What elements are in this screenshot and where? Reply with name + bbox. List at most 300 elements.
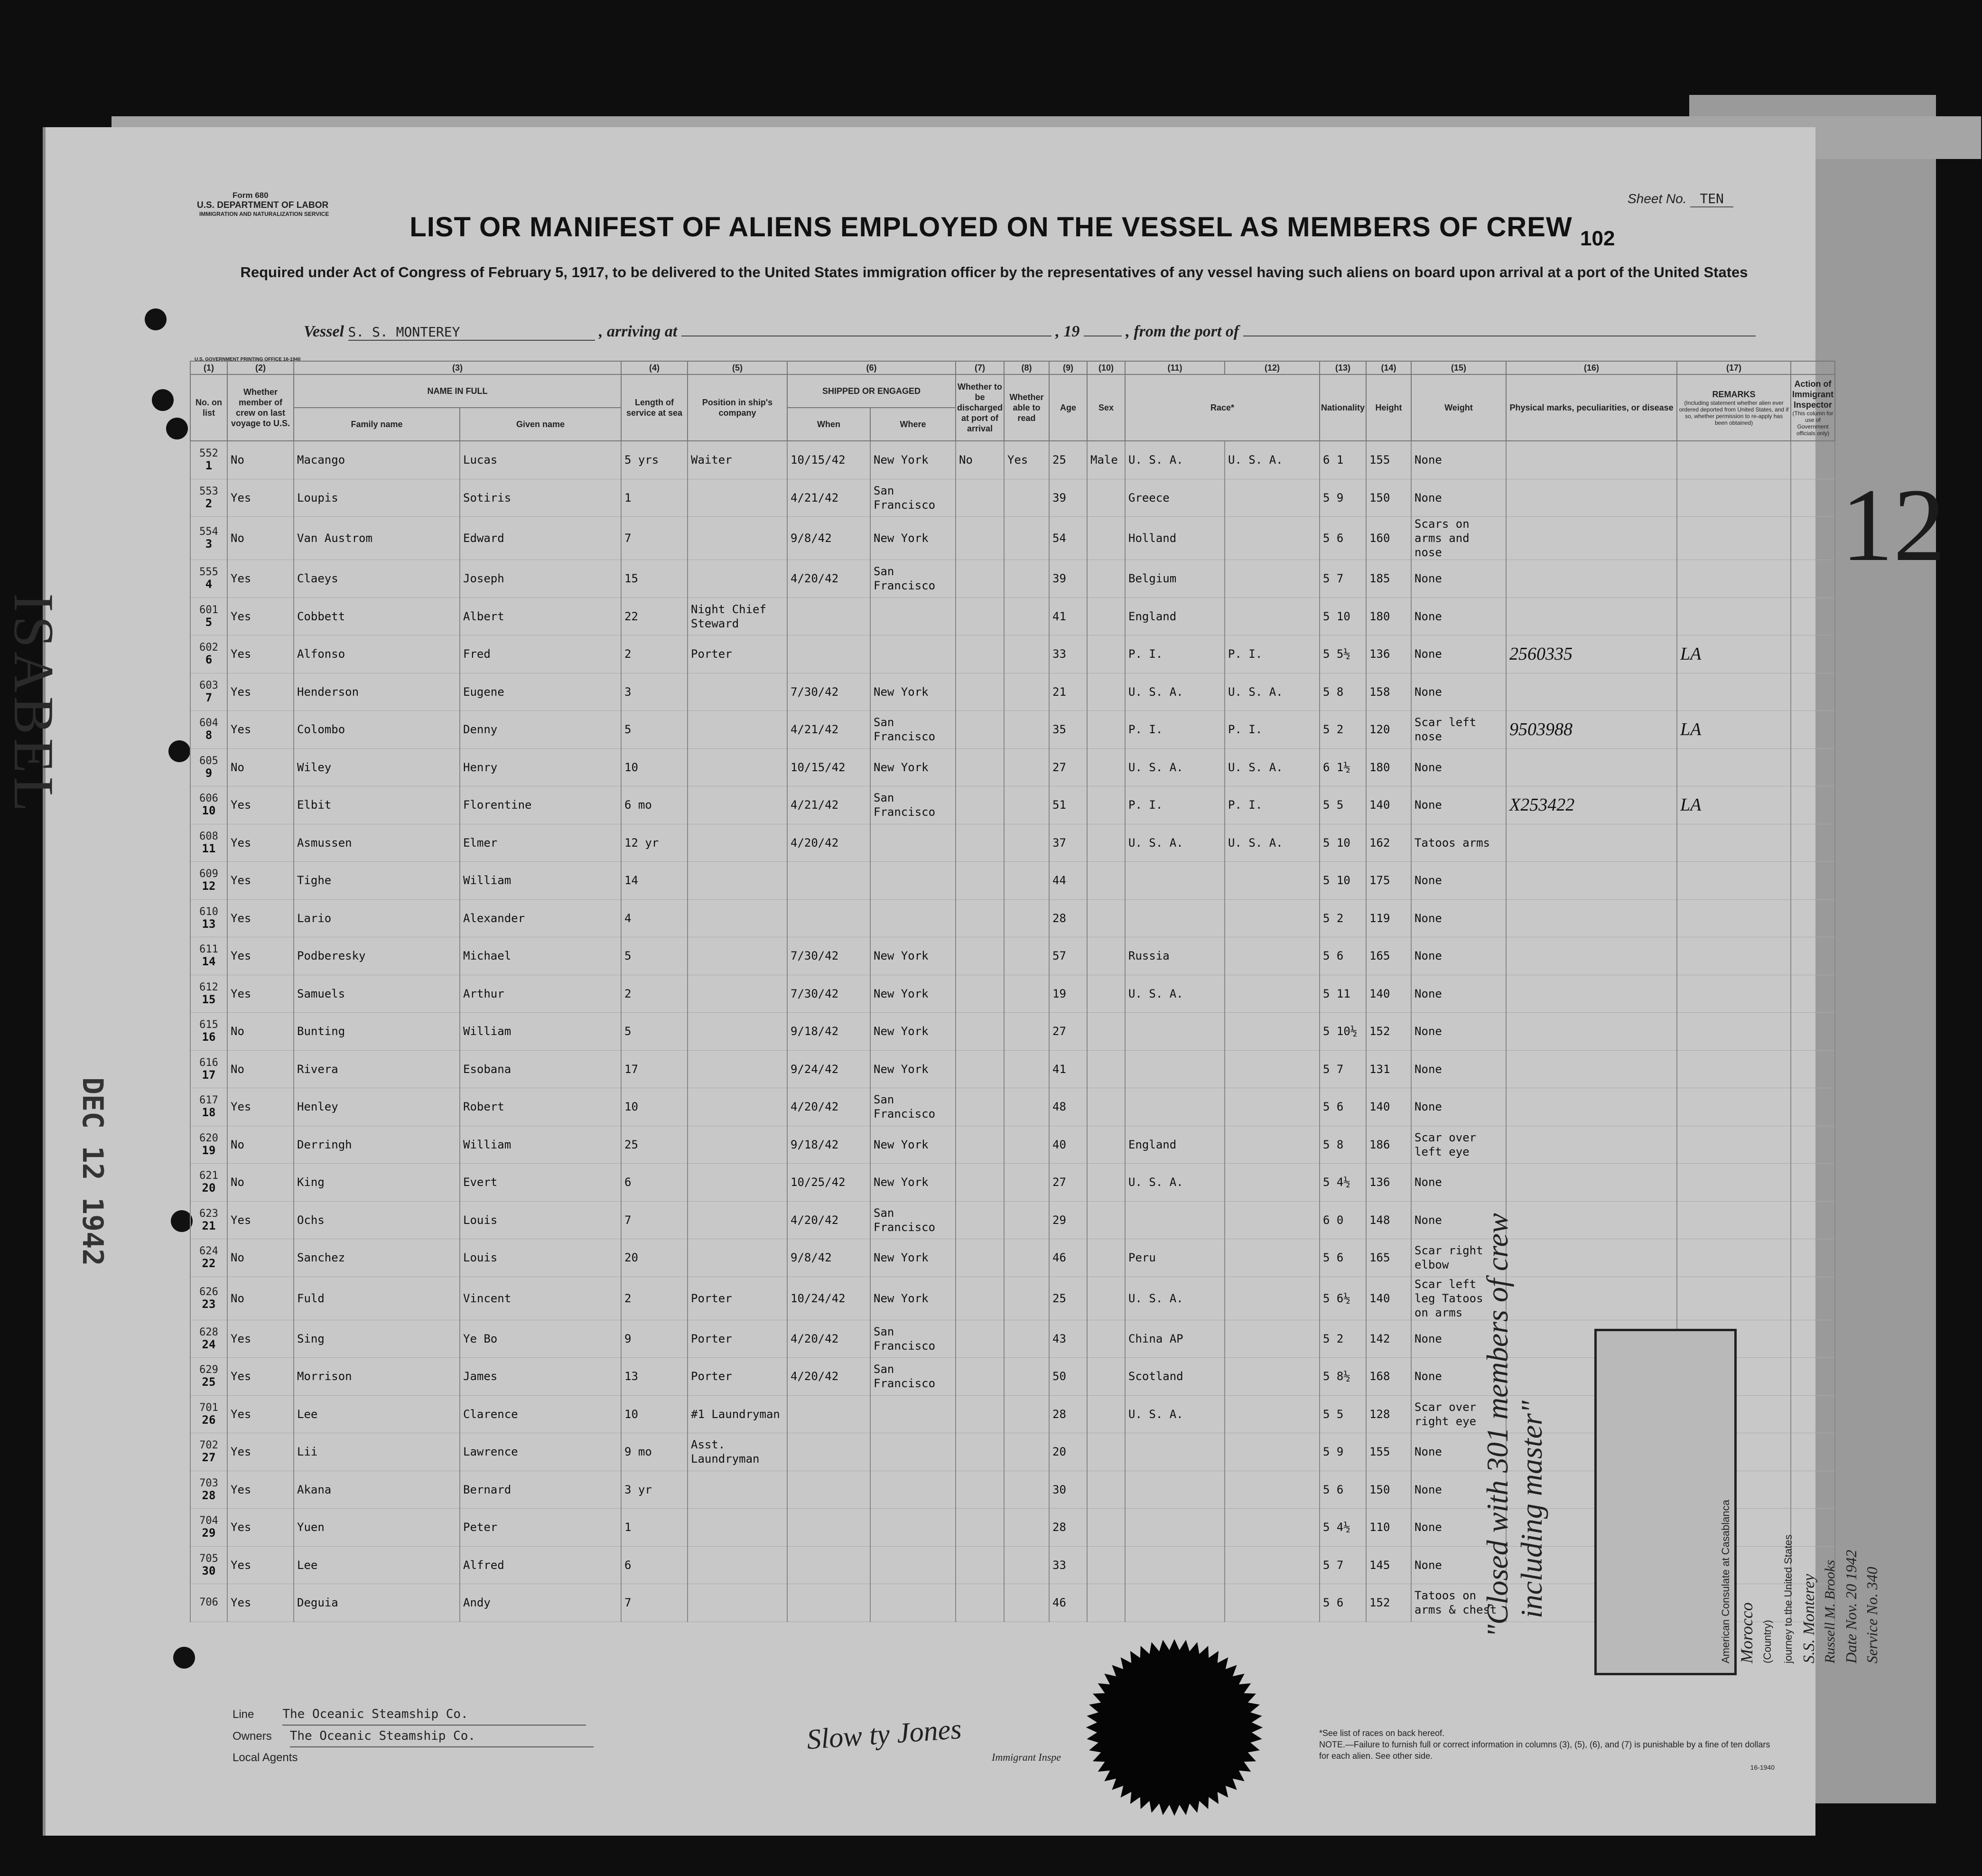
crew-when	[787, 635, 870, 673]
crew-spare	[1791, 824, 1835, 862]
crew-nationality	[1225, 862, 1320, 900]
crew-list-number: 4	[205, 578, 213, 591]
col-num: (1)	[190, 361, 227, 374]
crew-race: P. I.	[1125, 711, 1225, 749]
crew-sex	[1087, 1320, 1125, 1358]
crew-marks: None	[1411, 786, 1506, 824]
crew-sex: Male	[1087, 441, 1125, 479]
crew-family-name: Cobbett	[294, 597, 460, 635]
crew-height: 5 8½	[1320, 1358, 1366, 1396]
crew-position	[688, 748, 787, 786]
crew-remarks: 9503988	[1506, 711, 1677, 749]
stamp-date: Date Nov. 20 1942	[1842, 1549, 1860, 1663]
right-margin-mark: 12	[1841, 467, 1945, 583]
crew-discharge	[956, 517, 1004, 560]
crew-given-name: Henry	[460, 748, 621, 786]
crew-previous-voyage: Yes	[227, 1358, 294, 1396]
side-stamp: ISABEL	[2, 593, 65, 815]
crew-discharge	[956, 1433, 1004, 1471]
crew-when	[787, 1471, 870, 1509]
crew-old-number: 602	[199, 642, 218, 654]
crew-previous-voyage: Yes	[227, 1584, 294, 1622]
crew-when: 10/24/42	[787, 1277, 870, 1320]
crew-position	[688, 1546, 787, 1584]
crew-remarks	[1506, 1050, 1677, 1088]
crew-position	[688, 824, 787, 862]
crew-no	[190, 673, 227, 711]
crew-old-number: 617	[199, 1094, 218, 1107]
crew-discharge	[956, 1509, 1004, 1547]
crew-discharge	[956, 560, 1004, 598]
crew-action	[1677, 899, 1791, 937]
crew-sex	[1087, 1471, 1125, 1509]
crew-list-number: 20	[202, 1181, 216, 1195]
stamped-page-number: 102	[1580, 227, 1615, 250]
crew-position: Night Chief Steward	[688, 597, 787, 635]
crew-given-name: Bernard	[460, 1471, 621, 1509]
crew-position	[688, 1088, 787, 1126]
col-num: (8)	[1004, 361, 1049, 374]
vessel-label: Vessel	[304, 323, 344, 340]
crew-previous-voyage: Yes	[227, 824, 294, 862]
crew-list-number: 18	[202, 1106, 216, 1120]
crew-position	[688, 1050, 787, 1088]
table-row	[190, 1509, 1835, 1547]
closing-note	[1480, 1213, 1549, 1637]
footer-agents	[233, 1747, 594, 1768]
crew-discharge	[956, 711, 1004, 749]
crew-family-name: King	[294, 1164, 460, 1202]
crew-remarks	[1506, 673, 1677, 711]
crew-height: 5 7	[1320, 1050, 1366, 1088]
crew-spare	[1791, 937, 1835, 975]
crew-previous-voyage: Yes	[227, 899, 294, 937]
crew-where: San Francisco	[870, 711, 956, 749]
crew-previous-voyage: No	[227, 517, 294, 560]
crew-nationality: P. I.	[1225, 635, 1320, 673]
crew-weight: 180	[1366, 597, 1411, 635]
crew-when: 9/8/42	[787, 517, 870, 560]
crew-read	[1004, 711, 1049, 749]
crew-service: 3	[621, 673, 688, 711]
crew-sex	[1087, 937, 1125, 975]
crew-discharge	[956, 479, 1004, 517]
table-row	[190, 1471, 1835, 1509]
crew-marks: Tatoos arms	[1411, 824, 1506, 862]
owners-label: Owners	[233, 1730, 272, 1743]
crew-no	[190, 899, 227, 937]
crew-read	[1004, 597, 1049, 635]
crew-given-name: Lucas	[460, 441, 621, 479]
crew-sex	[1087, 786, 1125, 824]
crew-family-name: Derringh	[294, 1126, 460, 1164]
header-able-to-read: Whether able to read	[1004, 374, 1049, 441]
crew-old-number: 628	[199, 1326, 218, 1338]
crew-old-number: 609	[199, 868, 218, 880]
crew-position	[688, 1126, 787, 1164]
col-num: (6)	[787, 361, 956, 374]
crew-discharge	[956, 824, 1004, 862]
crew-race	[1125, 1509, 1225, 1547]
crew-previous-voyage: Yes	[227, 673, 294, 711]
crew-height: 5 6	[1320, 1471, 1366, 1509]
crew-where: San Francisco	[870, 786, 956, 824]
crew-position: Asst. Laundryman	[688, 1433, 787, 1471]
crew-list-number: 17	[202, 1068, 216, 1082]
crew-sex	[1087, 673, 1125, 711]
crew-where: San Francisco	[870, 1088, 956, 1126]
crew-no	[190, 1471, 227, 1509]
crew-height: 5 2	[1320, 899, 1366, 937]
crew-given-name: William	[460, 862, 621, 900]
crew-age: 40	[1049, 1126, 1087, 1164]
crew-age: 25	[1049, 1277, 1087, 1320]
crew-nationality: P. I.	[1225, 711, 1320, 749]
crew-height: 5 8	[1320, 673, 1366, 711]
crew-spare	[1791, 899, 1835, 937]
crew-where	[870, 1433, 956, 1471]
crew-race: U. S. A.	[1125, 1395, 1225, 1433]
crew-nationality	[1225, 1509, 1320, 1547]
crew-spare	[1791, 748, 1835, 786]
crew-sex	[1087, 1013, 1125, 1051]
crew-weight: 162	[1366, 824, 1411, 862]
crew-list-number: 14	[202, 955, 216, 969]
crew-spare	[1791, 1126, 1835, 1164]
crew-when: 10/25/42	[787, 1164, 870, 1202]
crew-sex	[1087, 1164, 1125, 1202]
crew-discharge	[956, 635, 1004, 673]
action-title: Action of Immigrant Inspector	[1792, 379, 1834, 410]
crew-no	[190, 635, 227, 673]
crew-discharge	[956, 1088, 1004, 1126]
crew-nationality: U. S. A.	[1225, 824, 1320, 862]
arriving-label: , arriving at	[599, 323, 678, 340]
crew-action	[1677, 824, 1791, 862]
header-physical-marks: Physical marks, peculiarities, or disease	[1506, 374, 1677, 441]
crew-age: 46	[1049, 1239, 1087, 1277]
crew-height: 5 10½	[1320, 1013, 1366, 1051]
crew-when: 7/30/42	[787, 937, 870, 975]
country-line: Morocco	[1737, 1602, 1756, 1663]
crew-remarks	[1506, 517, 1677, 560]
crew-marks: None	[1411, 1433, 1506, 1471]
crew-height: 5 11	[1320, 975, 1366, 1013]
crew-position	[688, 1201, 787, 1239]
crew-family-name: Bunting	[294, 1013, 460, 1051]
crew-action	[1677, 441, 1791, 479]
crew-previous-voyage: No	[227, 441, 294, 479]
crew-previous-voyage: Yes	[227, 1546, 294, 1584]
crew-family-name: Lee	[294, 1395, 460, 1433]
crew-read	[1004, 1471, 1049, 1509]
crew-age: 37	[1049, 824, 1087, 862]
page-title: LIST OR MANIFEST OF ALIENS EMPLOYED ON THE VESSEL AS MEMBERS OF CREW	[409, 212, 1573, 243]
crew-when	[787, 1509, 870, 1547]
crew-when: 4/20/42	[787, 1088, 870, 1126]
crew-age: 35	[1049, 711, 1087, 749]
crew-where	[870, 1509, 956, 1547]
crew-remarks: X253422	[1506, 786, 1677, 824]
crew-previous-voyage: No	[227, 1277, 294, 1320]
crew-where	[870, 824, 956, 862]
crew-service: 5	[621, 711, 688, 749]
crew-remarks	[1506, 560, 1677, 598]
crew-height: 5 6	[1320, 1239, 1366, 1277]
crew-read	[1004, 1584, 1049, 1622]
crew-list-number: 2	[205, 496, 213, 510]
crew-action	[1677, 517, 1791, 560]
crew-weight: 152	[1366, 1013, 1411, 1051]
crew-family-name: Henley	[294, 1088, 460, 1126]
crew-spare	[1791, 786, 1835, 824]
crew-old-number: 610	[199, 905, 218, 918]
crew-where: San Francisco	[870, 1201, 956, 1239]
crew-weight: 165	[1366, 1239, 1411, 1277]
crew-no	[190, 1320, 227, 1358]
crew-old-number: 555	[199, 566, 218, 579]
crew-race: Greece	[1125, 479, 1225, 517]
crew-position	[688, 517, 787, 560]
crew-race: Peru	[1125, 1239, 1225, 1277]
crew-read	[1004, 937, 1049, 975]
crew-family-name: Asmussen	[294, 824, 460, 862]
crew-nationality	[1225, 1201, 1320, 1239]
crew-nationality	[1225, 479, 1320, 517]
crew-position: Porter	[688, 1358, 787, 1396]
crew-age: 46	[1049, 1584, 1087, 1622]
crew-height: 5 8	[1320, 1126, 1366, 1164]
crew-height: 5 6	[1320, 937, 1366, 975]
crew-race: U. S. A.	[1125, 673, 1225, 711]
crew-position	[688, 1013, 787, 1051]
vessel-line	[304, 323, 1756, 341]
crew-position	[688, 1509, 787, 1547]
crew-height: 6 0	[1320, 1201, 1366, 1239]
crew-read	[1004, 786, 1049, 824]
crew-height: 5 4½	[1320, 1164, 1366, 1202]
crew-marks: None	[1411, 597, 1506, 635]
crew-previous-voyage: No	[227, 1050, 294, 1088]
crew-no	[190, 1277, 227, 1320]
crew-previous-voyage: Yes	[227, 711, 294, 749]
crew-family-name: Sing	[294, 1320, 460, 1358]
crew-spare	[1791, 517, 1835, 560]
crew-where	[870, 1471, 956, 1509]
subtitle: Required under Act of Congress of February 5, 1917, to be delivered to the United States immigration officer by the representatives of any vessel having such aliens on board upon arrival at a port of the United States	[240, 264, 1748, 280]
crew-discharge	[956, 937, 1004, 975]
crew-weight: 136	[1366, 635, 1411, 673]
crew-family-name: Loupis	[294, 479, 460, 517]
crew-where: New York	[870, 517, 956, 560]
crew-read	[1004, 517, 1049, 560]
crew-position	[688, 862, 787, 900]
crew-where: New York	[870, 673, 956, 711]
header-sex: Sex	[1087, 374, 1125, 441]
crew-sex	[1087, 1584, 1125, 1622]
crew-marks: None	[1411, 899, 1506, 937]
crew-action	[1677, 748, 1791, 786]
crew-weight: 119	[1366, 899, 1411, 937]
crew-previous-voyage: Yes	[227, 975, 294, 1013]
crew-sex	[1087, 560, 1125, 598]
crew-where	[870, 862, 956, 900]
crew-where: New York	[870, 1164, 956, 1202]
crew-discharge	[956, 1050, 1004, 1088]
crew-read	[1004, 1277, 1049, 1320]
header-shipped-engaged: SHIPPED OR ENGAGED	[787, 374, 956, 408]
crew-race: P. I.	[1125, 635, 1225, 673]
crew-service: 10	[621, 1395, 688, 1433]
crew-sex	[1087, 1395, 1125, 1433]
crew-service: 22	[621, 597, 688, 635]
sheet-number	[1628, 191, 1733, 206]
header-age: Age	[1049, 374, 1087, 441]
crew-race: U. S. A.	[1125, 1164, 1225, 1202]
crew-nationality	[1225, 1471, 1320, 1509]
crew-spare	[1791, 673, 1835, 711]
crew-action	[1677, 673, 1791, 711]
crew-discharge	[956, 1395, 1004, 1433]
crew-nationality	[1225, 1164, 1320, 1202]
crew-given-name: Ye Bo	[460, 1320, 621, 1358]
crew-service: 1	[621, 479, 688, 517]
crew-where: New York	[870, 975, 956, 1013]
crew-when: 7/30/42	[787, 975, 870, 1013]
agents-label: Local Agents	[233, 1751, 298, 1764]
crew-family-name: Macango	[294, 441, 460, 479]
crew-given-name: Peter	[460, 1509, 621, 1547]
crew-height: 5 6	[1320, 517, 1366, 560]
crew-sex	[1087, 1088, 1125, 1126]
crew-height: 6 1	[1320, 441, 1366, 479]
crew-old-number: 701	[199, 1401, 218, 1414]
col-num: (7)	[956, 361, 1004, 374]
crew-table	[190, 361, 1835, 1622]
crew-height: 5 6½	[1320, 1277, 1366, 1320]
crew-service: 7	[621, 1584, 688, 1622]
crew-no	[190, 1433, 227, 1471]
crew-marks: None	[1411, 1050, 1506, 1088]
crew-given-name: Fred	[460, 635, 621, 673]
header-family-name: Family name	[294, 408, 460, 441]
binder-hole	[173, 1647, 195, 1669]
crew-read	[1004, 1050, 1049, 1088]
crew-previous-voyage: Yes	[227, 1320, 294, 1358]
crew-weight: 175	[1366, 862, 1411, 900]
crew-no	[190, 1584, 227, 1622]
crew-service: 4	[621, 899, 688, 937]
header-position: Position in ship's company	[688, 374, 787, 441]
crew-age: 48	[1049, 1088, 1087, 1126]
crew-height: 5 2	[1320, 711, 1366, 749]
col-num: (17)	[1677, 361, 1791, 374]
crew-family-name: Ochs	[294, 1201, 460, 1239]
crew-remarks	[1506, 748, 1677, 786]
crew-family-name: Colombo	[294, 711, 460, 749]
crew-age: 19	[1049, 975, 1087, 1013]
crew-discharge	[956, 1584, 1004, 1622]
crew-old-number: 604	[199, 717, 218, 729]
crew-sex	[1087, 479, 1125, 517]
table-row	[190, 673, 1835, 711]
crew-given-name: Robert	[460, 1088, 621, 1126]
seal-starburst	[1086, 1639, 1263, 1816]
crew-old-number: 601	[199, 604, 218, 616]
table-row	[190, 1013, 1835, 1051]
crew-no	[190, 1546, 227, 1584]
crew-family-name: Deguia	[294, 1584, 460, 1622]
crew-spare	[1791, 1277, 1835, 1320]
crew-position: #1 Laundryman	[688, 1395, 787, 1433]
crew-old-number: 603	[199, 679, 218, 691]
crew-family-name: Wiley	[294, 748, 460, 786]
line-value: The Oceanic Steamship Co.	[282, 1704, 586, 1726]
crew-discharge	[956, 1546, 1004, 1584]
printing-office: U.S. GOVERNMENT PRINTING OFFICE 16-1940	[195, 357, 301, 362]
crew-action	[1677, 479, 1791, 517]
closing-note-line2: including master"	[1515, 1400, 1548, 1618]
crew-when: 10/15/42	[787, 748, 870, 786]
crew-action	[1677, 1277, 1791, 1320]
crew-nationality: P. I.	[1225, 786, 1320, 824]
crew-when	[787, 1546, 870, 1584]
crew-spare	[1791, 1013, 1835, 1051]
crew-read	[1004, 1164, 1049, 1202]
crew-height: 5 6	[1320, 1088, 1366, 1126]
crew-previous-voyage: No	[227, 748, 294, 786]
crew-when: 4/20/42	[787, 1320, 870, 1358]
crew-given-name: William	[460, 1013, 621, 1051]
crew-service: 7	[621, 1201, 688, 1239]
crew-list-number: 11	[202, 841, 216, 855]
crew-height: 5 4½	[1320, 1509, 1366, 1547]
header-remarks	[1677, 374, 1791, 441]
table-row	[190, 479, 1835, 517]
inspector-label: Immigrant Inspe	[992, 1751, 1061, 1763]
crew-when	[787, 1395, 870, 1433]
crew-age: 41	[1049, 597, 1087, 635]
table-row	[190, 748, 1835, 786]
crew-height: 5 7	[1320, 560, 1366, 598]
crew-nationality	[1225, 560, 1320, 598]
crew-age: 41	[1049, 1050, 1087, 1088]
crew-race	[1125, 1471, 1225, 1509]
crew-spare	[1791, 635, 1835, 673]
crew-read	[1004, 862, 1049, 900]
crew-list-number: 7	[205, 691, 213, 704]
crew-position	[688, 560, 787, 598]
table-row	[190, 560, 1835, 598]
vessel-name: S. S. MONTEREY	[348, 324, 595, 341]
crew-race: U. S. A.	[1125, 824, 1225, 862]
crew-discharge	[956, 1471, 1004, 1509]
header-when: When	[787, 408, 870, 441]
crew-where: San Francisco	[870, 560, 956, 598]
col-num: (4)	[621, 361, 688, 374]
table-row	[190, 1201, 1835, 1239]
consul-name: Russell M. Brooks	[1822, 1559, 1838, 1663]
crew-list-number: 30	[202, 1564, 216, 1577]
crew-discharge	[956, 673, 1004, 711]
crew-old-number: 608	[199, 830, 218, 842]
crew-position	[688, 1584, 787, 1622]
crew-weight: 150	[1366, 1471, 1411, 1509]
crew-previous-voyage: Yes	[227, 1433, 294, 1471]
crew-remarks	[1506, 1013, 1677, 1051]
crew-family-name: Samuels	[294, 975, 460, 1013]
crew-spare	[1791, 1395, 1835, 1433]
